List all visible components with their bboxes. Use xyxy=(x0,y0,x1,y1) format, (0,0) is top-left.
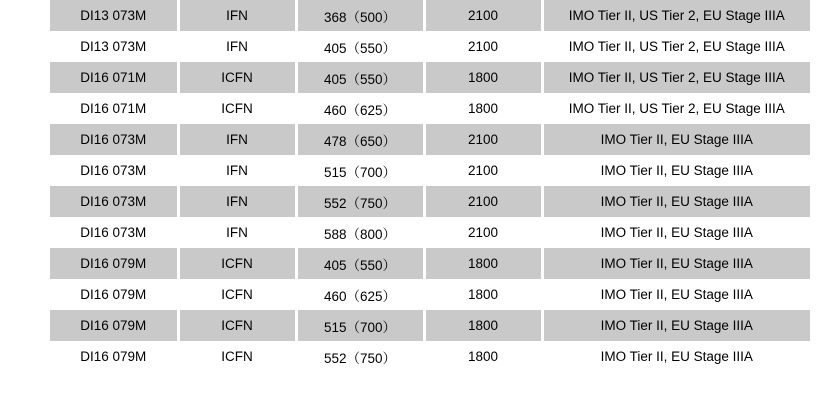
cell-model: DI13 073M xyxy=(50,0,178,31)
table-body xyxy=(50,0,810,372)
cell-speed: 2100 xyxy=(424,217,542,248)
table-row xyxy=(50,341,810,372)
table-row xyxy=(50,186,810,217)
cell-power: 405（550） xyxy=(296,248,424,279)
cell-emissions: IMO Tier II, EU Stage IIIA xyxy=(542,248,810,279)
cell-power: 460（625） xyxy=(296,93,424,124)
cell-model: DI16 073M xyxy=(50,217,178,248)
cell-configuration: ICFN xyxy=(178,279,296,310)
table-row xyxy=(50,310,810,341)
cell-emissions: IMO Tier II, EU Stage IIIA xyxy=(542,186,810,217)
cell-emissions: IMO Tier II, EU Stage IIIA xyxy=(542,310,810,341)
cell-configuration: ICFN xyxy=(178,62,296,93)
cell-configuration: ICFN xyxy=(178,341,296,372)
cell-power: 405（550） xyxy=(296,62,424,93)
cell-configuration: IFN xyxy=(178,186,296,217)
table-row xyxy=(50,124,810,155)
cell-speed: 2100 xyxy=(424,155,542,186)
table-row xyxy=(50,0,810,31)
cell-emissions: IMO Tier II, US Tier 2, EU Stage IIIA xyxy=(542,31,810,62)
cell-speed: 1800 xyxy=(424,341,542,372)
cell-emissions: IMO Tier II, US Tier 2, EU Stage IIIA xyxy=(542,62,810,93)
cell-configuration: ICFN xyxy=(178,93,296,124)
cell-power: 552（750） xyxy=(296,186,424,217)
table-row xyxy=(50,155,810,186)
cell-speed: 1800 xyxy=(424,310,542,341)
table-row xyxy=(50,93,810,124)
table-row xyxy=(50,31,810,62)
cell-speed: 2100 xyxy=(424,0,542,31)
cell-model: DI16 071M xyxy=(50,62,178,93)
cell-emissions: IMO Tier II, US Tier 2, EU Stage IIIA xyxy=(542,0,810,31)
table-row xyxy=(50,279,810,310)
cell-emissions: IMO Tier II, EU Stage IIIA xyxy=(542,155,810,186)
cell-configuration: IFN xyxy=(178,124,296,155)
cell-model: DI16 071M xyxy=(50,93,178,124)
cell-model: DI16 079M xyxy=(50,279,178,310)
cell-emissions: IMO Tier II, EU Stage IIIA xyxy=(542,217,810,248)
table-row xyxy=(50,217,810,248)
cell-speed: 1800 xyxy=(424,93,542,124)
engine-spec-table xyxy=(50,0,810,372)
cell-power: 515（700） xyxy=(296,310,424,341)
cell-speed: 1800 xyxy=(424,279,542,310)
cell-configuration: ICFN xyxy=(178,310,296,341)
table-row xyxy=(50,62,810,93)
cell-speed: 2100 xyxy=(424,186,542,217)
cell-power: 588（800） xyxy=(296,217,424,248)
cell-configuration: ICFN xyxy=(178,248,296,279)
cell-model: DI16 073M xyxy=(50,124,178,155)
cell-speed: 1800 xyxy=(424,62,542,93)
cell-configuration: IFN xyxy=(178,155,296,186)
cell-power: 515（700） xyxy=(296,155,424,186)
cell-power: 368（500） xyxy=(296,0,424,31)
cell-speed: 2100 xyxy=(424,124,542,155)
cell-emissions: IMO Tier II, EU Stage IIIA xyxy=(542,279,810,310)
cell-power: 405（550） xyxy=(296,31,424,62)
cell-power: 460（625） xyxy=(296,279,424,310)
cell-model: DI16 079M xyxy=(50,248,178,279)
cell-speed: 2100 xyxy=(424,31,542,62)
cell-emissions: IMO Tier II, EU Stage IIIA xyxy=(542,341,810,372)
cell-configuration: IFN xyxy=(178,217,296,248)
cell-emissions: IMO Tier II, EU Stage IIIA xyxy=(542,124,810,155)
cell-power: 552（750） xyxy=(296,341,424,372)
cell-model: DI16 073M xyxy=(50,155,178,186)
cell-model: DI16 073M xyxy=(50,186,178,217)
cell-model: DI16 079M xyxy=(50,310,178,341)
cell-model: DI13 073M xyxy=(50,31,178,62)
cell-speed: 1800 xyxy=(424,248,542,279)
cell-emissions: IMO Tier II, US Tier 2, EU Stage IIIA xyxy=(542,93,810,124)
table-row xyxy=(50,248,810,279)
cell-configuration: IFN xyxy=(178,0,296,31)
cell-power: 478（650） xyxy=(296,124,424,155)
cell-model: DI16 079M xyxy=(50,341,178,372)
cell-configuration: IFN xyxy=(178,31,296,62)
